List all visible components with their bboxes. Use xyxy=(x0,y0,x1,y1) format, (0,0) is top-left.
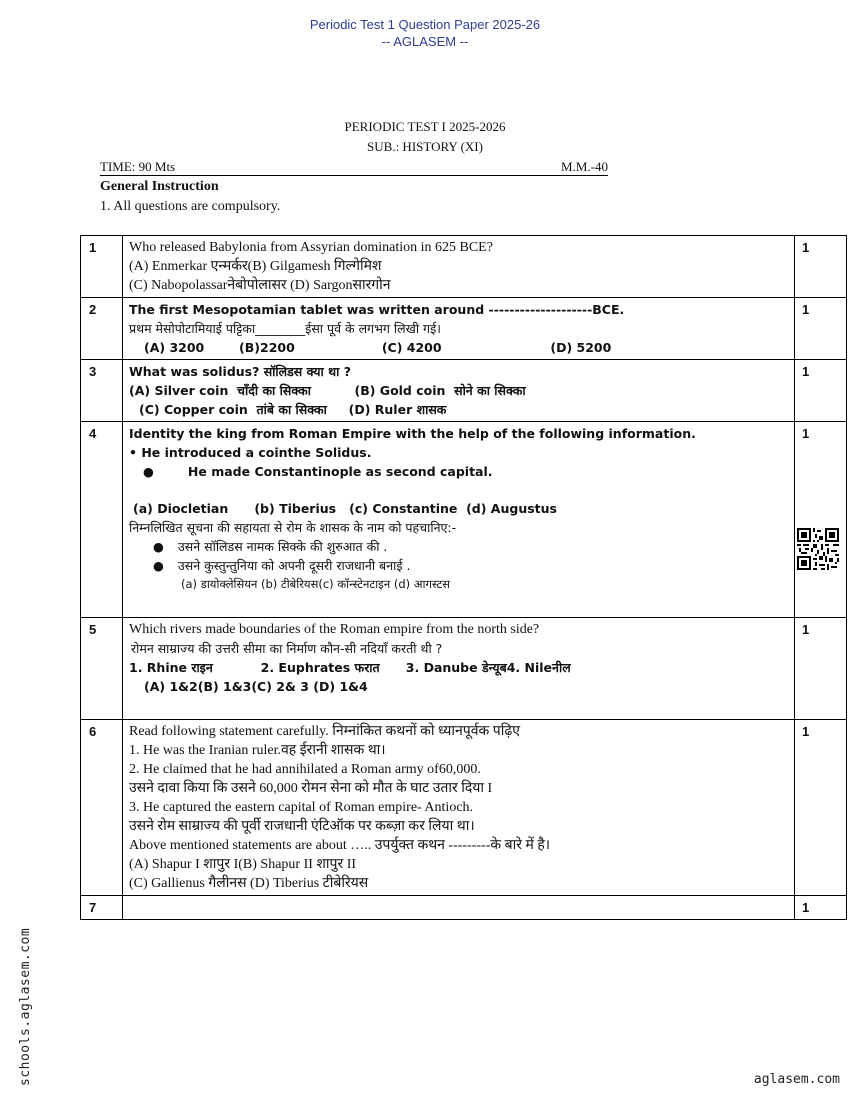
watermark-header-line1: Periodic Test 1 Question Paper 2025-26 xyxy=(309,17,541,32)
question-marks: 1 xyxy=(795,236,847,298)
question-body xyxy=(123,618,795,720)
question-option: (A) Silver coin चाँदी का सिक्का (B) Gold coin सोने का सिक्का xyxy=(129,383,526,398)
instruction-heading: General Instruction xyxy=(100,179,219,194)
question-options-hindi: (a) डायोक्लेसियन (b) टीबेरियस(c) कॉन्स्टेनटाइन (d) आगस्टस xyxy=(181,577,451,591)
question-marks: 1 xyxy=(795,618,847,720)
max-marks-label: M.M.-40 xyxy=(561,159,608,174)
bullet: ● xyxy=(153,558,164,573)
river-options: 1. Rhine राइन 2. Euphrates फरात 3. Danube डेन्यूब4. Nileनील xyxy=(129,660,571,675)
table-row xyxy=(81,422,847,618)
question-options: (A) 1&2(B) 1&3(C) 2& 3 (D) 1&4 xyxy=(144,679,368,694)
clue-2-hindi xyxy=(129,556,788,575)
time-label: TIME: 90 Mts xyxy=(100,159,176,174)
instruction-1: 1. All questions are compulsory. xyxy=(100,199,281,214)
question-option: (A) Shapur I शापुर I(B) Shapur II शापुर II xyxy=(129,857,357,872)
question-text: Which rivers made boundaries of the Roman empire from the north side? xyxy=(129,622,540,637)
statement-2: 2. He claimed that he had annihilated a Roman army of60,000. xyxy=(129,762,481,777)
question-text-hindi: रोमन साम्राज्य की उत्तरी सीमा का निर्माण कौन-सी नदियाँ करती थी ? xyxy=(131,641,443,656)
footer-watermark: aglasem.com xyxy=(753,1072,840,1087)
question-number: 6 xyxy=(81,720,123,896)
question-body xyxy=(123,720,795,896)
question-marks: 1 xyxy=(795,422,847,618)
table-row xyxy=(81,236,847,298)
question-text-hindi: निम्नलिखित सूचना की सहायता से रोम के शासक के नाम को पहचानिए:- xyxy=(129,520,457,535)
question-marks: 1 xyxy=(795,896,847,920)
question-prompt: Above mentioned statements are about ….. उपर्युक्त कथन ---------के बारे में है। xyxy=(129,838,551,853)
question-number: 3 xyxy=(81,360,123,422)
question-number: 4 xyxy=(81,422,123,618)
questions-table xyxy=(80,235,847,920)
question-text: What was solidus? सॉलिडस क्या था ? xyxy=(129,364,351,379)
clue-2-text: He made Constantinople as second capital. xyxy=(187,464,493,479)
question-marks: 1 xyxy=(795,360,847,422)
question-body xyxy=(123,422,795,618)
bullet: ● xyxy=(153,539,164,554)
statement-2-hindi: उसने दावा किया कि उसने 60,000 रोमन सेना को मौत के घाट उतार दिया I xyxy=(129,781,493,796)
watermark-header-line2: -- AGLASEM -- xyxy=(381,34,469,49)
question-option: (C) Gallienus गैलीनस (D) Tiberius टीबेरियस xyxy=(129,876,369,891)
bullet: ● xyxy=(143,464,154,479)
statement-3-hindi: उसने रोम साम्राज्य की पूर्वी राजधानी एंटिऑक पर कब्ज़ा कर लिया था। xyxy=(129,819,475,834)
question-options: (A) 3200 (B)2200 (C) 4200 (D) 5200 xyxy=(144,340,612,355)
table-row xyxy=(81,360,847,422)
question-marks: 1 xyxy=(795,720,847,896)
table-row xyxy=(81,298,847,360)
statement-1: 1. He was the Iranian ruler.वह ईरानी शासक था। xyxy=(129,743,386,758)
question-body xyxy=(123,298,795,360)
question-number: 7 xyxy=(81,896,123,920)
question-body xyxy=(123,896,795,920)
question-body xyxy=(123,236,795,298)
question-text: Identity the king from Roman Empire with the help of the following information. xyxy=(129,426,696,441)
table-row xyxy=(81,720,847,896)
paper-subject: SUB.: HISTORY (XI) xyxy=(367,139,483,154)
question-options: (a) Diocletian (b) Tiberius (c) Constantine (d) Augustus xyxy=(133,501,557,516)
question-option: (C) Copper coin तांबे का सिक्का (D) Ruler शासक xyxy=(139,402,447,417)
clue-2 xyxy=(129,462,788,481)
clue-2-hindi-text: उसने कुस्तुन्तुनिया को अपनी दूसरी राजधानी बनाई . xyxy=(177,558,411,573)
statement-3: 3. He captured the eastern capital of Roman empire- Antioch. xyxy=(129,800,474,815)
question-number: 1 xyxy=(81,236,123,298)
time-marks-row xyxy=(100,159,608,176)
question-body xyxy=(123,360,795,422)
question-marks: 1 xyxy=(795,298,847,360)
question-option: (C) Nabopolassarनेबोपोलासर (D) Sargonसारगोन xyxy=(129,278,391,293)
clue-1-hindi-text: उसने सॉलिडस नामक सिक्के की शुरुआत की . xyxy=(177,539,388,554)
question-text: Read following statement carefully. निम्नांकित कथनों को ध्यानपूर्वक पढ़िए xyxy=(129,724,521,739)
question-option: (A) Enmerkar एन्मर्कर(B) Gilgamesh गिल्गेमिश xyxy=(129,259,382,274)
question-text: The first Mesopotamian tablet was written around --------------------BCE. xyxy=(129,302,625,317)
table-row xyxy=(81,618,847,720)
paper-title: PERIODIC TEST I 2025-2026 xyxy=(344,119,506,134)
question-number: 2 xyxy=(81,298,123,360)
clue-1-hindi xyxy=(129,537,788,556)
qr-code-icon xyxy=(797,528,839,570)
question-text: Who released Babylonia from Assyrian domination in 625 BCE? xyxy=(129,240,493,255)
question-text-hindi: प्रथम मेसोपोटामियाई पट्टिका________ईसा पूर्व के लगभग लिखी गई। xyxy=(129,321,441,336)
question-number: 5 xyxy=(81,618,123,720)
table-row xyxy=(81,896,847,920)
clue-1: • He introduced a cointhe Solidus. xyxy=(129,445,372,460)
side-watermark: schools.aglasem.com xyxy=(18,927,33,1086)
